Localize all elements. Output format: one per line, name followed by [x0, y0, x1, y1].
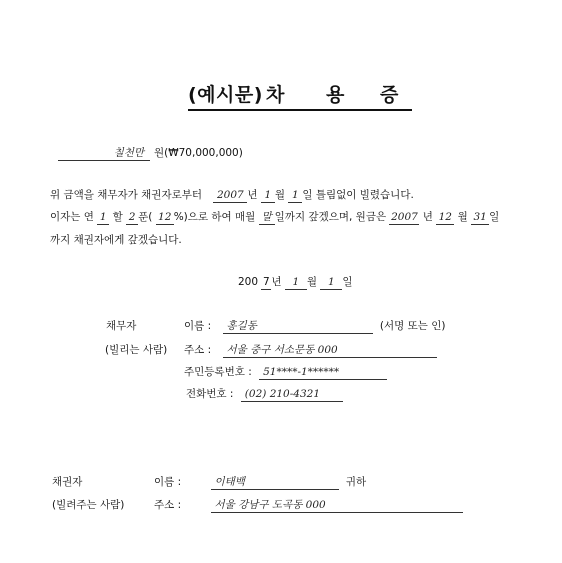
debtor-id: 51****-1******: [259, 366, 387, 380]
para2-pay-day: 말: [259, 211, 275, 225]
debtor-phone-label: 전화번호 :: [186, 388, 234, 400]
debtor-name: 홍길동: [223, 320, 373, 334]
title-char-1: 차: [266, 84, 285, 106]
creditor-role: 채권자: [52, 476, 83, 488]
para2-day-unit: 일: [489, 211, 500, 223]
paragraph-interest: [50, 209, 499, 225]
para2-due-year: 2007: [391, 211, 418, 223]
creditor-address: 서울 강남구 도곡동 000: [211, 499, 463, 513]
para1-month-unit: 월: [274, 189, 286, 201]
paragraph-borrow: [50, 187, 414, 203]
title-char-3: 증: [380, 84, 399, 106]
title-char-2: 용: [326, 84, 345, 106]
creditor-address-row: [154, 497, 463, 513]
debtor-address: 서울 중구 서소문동 000: [223, 344, 437, 358]
debtor-name-label: 이름 :: [184, 320, 212, 332]
para1-lead: 위 금액을 채무자가 채권자로부터: [50, 189, 203, 201]
para2-bun: 2: [126, 211, 138, 225]
debtor-role: 채무자: [106, 320, 137, 332]
debtor-address-label: 주소 :: [184, 344, 212, 356]
para2-month-unit: 월: [457, 211, 468, 223]
date-month-unit: 월: [306, 276, 318, 288]
para2-percent: 12: [156, 211, 174, 225]
debtor-phone-row: [186, 386, 343, 402]
para2-mid: 일까지 갚겠으며, 원금은: [274, 211, 387, 223]
amount-handwritten: 칠천만: [58, 147, 150, 161]
date-year-prefix: 200: [238, 276, 259, 288]
para2-year-unit: 년: [422, 211, 433, 223]
creditor-name: 이태백: [211, 476, 339, 490]
creditor-honorific: 귀하: [345, 476, 367, 488]
para1-month: 1: [261, 189, 275, 203]
debtor-id-label: 주민등록번호 :: [184, 366, 252, 378]
document-title: [188, 80, 412, 111]
debtor-role-paren: (빌리는 사람): [105, 344, 168, 356]
date-year-unit: 년: [271, 276, 282, 288]
debtor-sign-note: (서명 또는 인): [379, 320, 446, 332]
para2-pct-tail: %)으로 하여 매월: [173, 211, 256, 223]
title-prefix: (예시문): [188, 84, 263, 106]
debtor-phone: (02) 210-4321: [241, 388, 343, 402]
para1-year: 2007: [213, 189, 247, 203]
debtor-name-row: [184, 318, 445, 334]
debtor-address-row: [184, 342, 437, 358]
para1-day: 1: [288, 189, 302, 203]
para2-due-month: 12: [436, 211, 454, 225]
creditor-name-label: 이름 :: [154, 476, 182, 488]
para2-bun-unit: 푼(: [138, 211, 153, 223]
paragraph-repay: 까지 채권자에게 갚겠습니다.: [50, 234, 182, 246]
date-year-digit: 7: [263, 276, 270, 288]
amount-line: [58, 145, 243, 161]
para2-lead: 이자는 연: [50, 211, 94, 223]
date-month: 1: [285, 276, 307, 290]
date-day: 1: [320, 276, 342, 290]
creditor-role-paren: (빌려주는 사람): [52, 499, 125, 511]
para2-due-day: 31: [471, 211, 489, 225]
creditor-name-row: [154, 474, 366, 490]
para2-hal-unit: 할: [112, 211, 123, 223]
date-day-unit: 일: [342, 276, 353, 288]
creditor-address-label: 주소 :: [154, 499, 182, 511]
para1-tail: 일 틀림없이 빌렸습니다.: [302, 189, 414, 201]
amount-suffix: 원(₩70,000,000): [154, 147, 243, 159]
debtor-id-row: [184, 364, 387, 380]
para2-hal: 1: [97, 211, 109, 225]
document-date: [238, 274, 353, 290]
para1-year-unit: 년: [247, 189, 258, 201]
